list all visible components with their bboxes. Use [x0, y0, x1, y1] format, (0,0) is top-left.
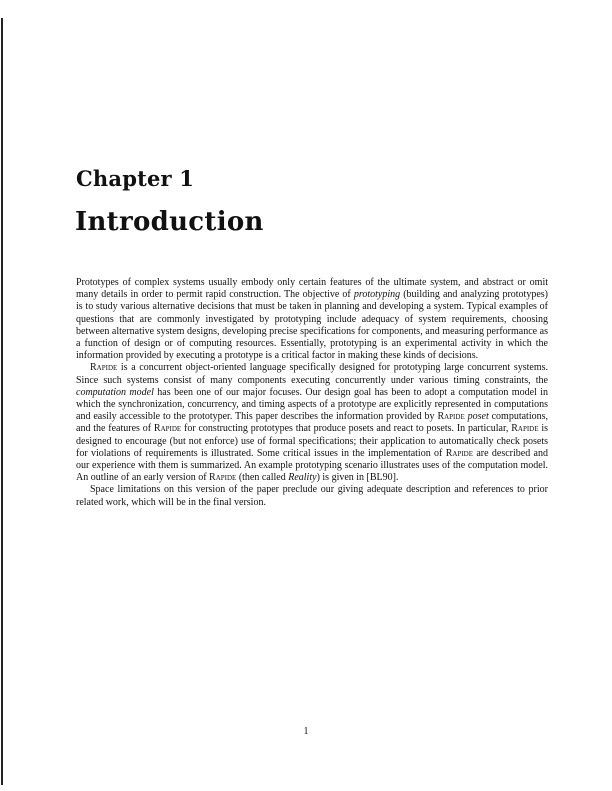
page-edge-line: [1, 18, 3, 785]
rapide-name: Rapide: [437, 411, 465, 423]
italic-term: Reality: [288, 472, 317, 484]
paragraph-2: Rapide is a concurrent object-oriented language specifically designed for prototyping large concurrent systems. Since such systems consist of many components executing concurrently under various timing constraints, the computation model has been one of our major focuses. Our design goal has been to adopt a computation model in which the synchronization, concurrency, and timing aspects of a prototype are explicitly represented in computations and easily accessible to the prototyper. This paper describes the information provided by Rapide poset computations, and the features of Rapide for constructing prototypes that produce posets and react to posets. In particular, Rapide is designed to encourage (but not enforce) use of formal specifications; their application to automatically check posets for violations of requirements is illustrated. Some critical issues in the implementation of Rapide are described and our experience with them is summarized. An example prototyping scenario illustrates uses of the computation model. An outline of an early version of Rapide (then called Reality) is given in [BL90].: [76, 362, 549, 484]
italic-term: prototyping: [353, 289, 401, 301]
rapide-name: Rapide: [153, 423, 182, 435]
page-number: 1: [303, 726, 309, 737]
body-text: [76, 277, 548, 509]
paragraph-1: Prototypes of complex systems usually embody only certain features of the ultimate system, and abstract or omit many details in order to permit rapid construction. The objective of prototyping (building and analyzing prototypes) is to study various alternative decisions that must be taken in planning and developing a system. Typical examples of questions that are commonly investigated by prototyping include adequacy of system requirements, choosing between alternative system designs, developing precise specifications for components, and measuring performance as a function of design or of computing resources. Essentially, prototyping is an experimental activity in which the information provided by executing a prototype is a critical factor in making these kinds of decisions.: [76, 277, 549, 362]
paragraph-3: Space limitations on this version of the paper preclude our giving adequate description and references to prior related work, which will be in the final version.: [76, 484, 548, 508]
italic-term: computation model: [76, 386, 154, 398]
rapide-name: Rapide: [445, 447, 473, 459]
rapide-name: Rapide: [511, 423, 539, 435]
italic-term: poset: [467, 411, 489, 423]
chapter-title: Introduction: [75, 207, 264, 237]
chapter-label: Chapter 1: [76, 166, 195, 191]
rapide-name: Rapide: [90, 362, 118, 374]
rapide-name: Rapide: [209, 472, 237, 484]
